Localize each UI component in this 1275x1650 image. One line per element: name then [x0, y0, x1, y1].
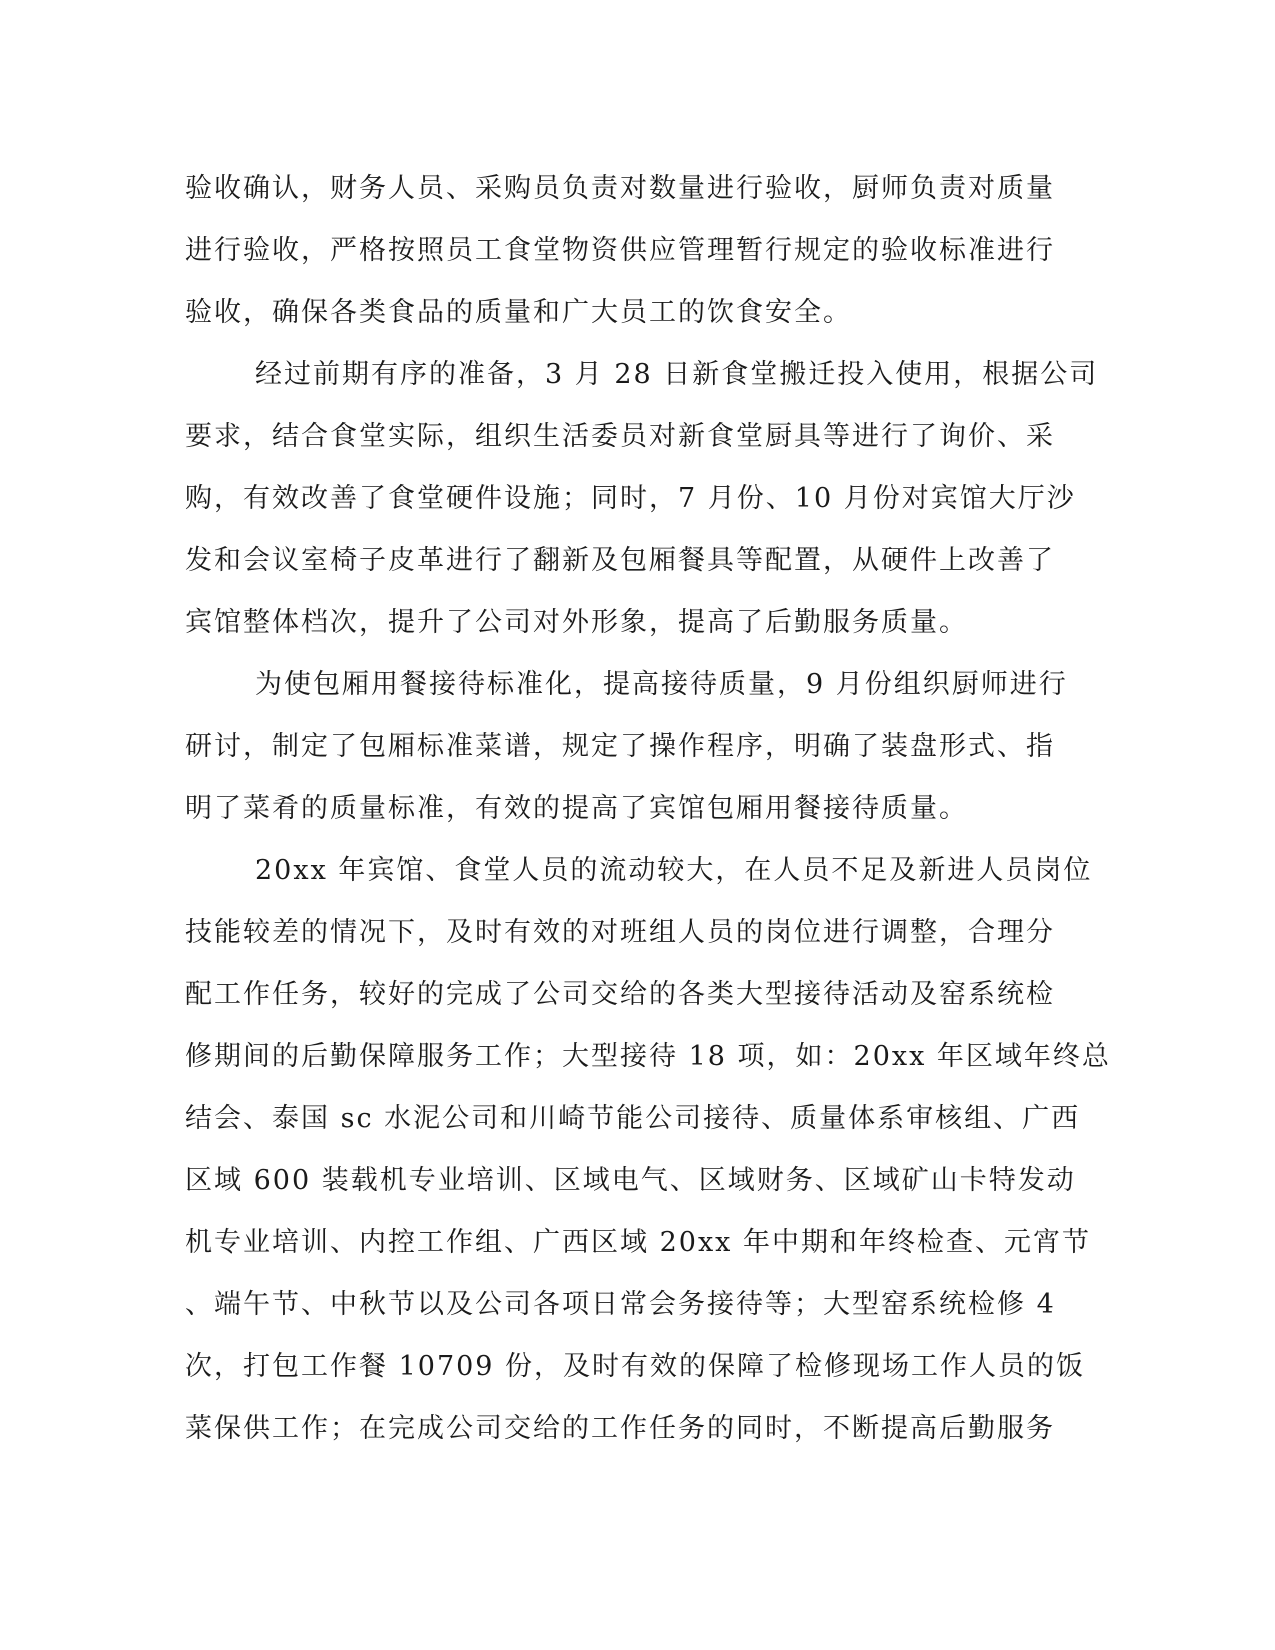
paragraph-start-line: 20xx 年宾馆、食堂人员的流动较大，在人员不足及新进人员岗位	[255, 855, 1093, 886]
text-line: 配工作任务，较好的完成了公司交给的各类大型接待活动及窑系统检	[185, 979, 1055, 1010]
text-line: 机专业培训、内控工作组、广西区域 20xx 年中期和年终检查、元宵节	[185, 1227, 1091, 1258]
body-text	[185, 158, 1111, 1460]
text-line: 修期间的后勤保障服务工作；大型接待 18 项，如：20xx 年区域年终总	[185, 1041, 1111, 1072]
text-line: 验收确认，财务人员、采购员负责对数量进行验收，厨师负责对质量	[185, 173, 1055, 204]
text-line: 菜保供工作；在完成公司交给的工作任务的同时，不断提高后勤服务	[185, 1413, 1055, 1444]
text-line: 进行验收，严格按照员工食堂物资供应管理暂行规定的验收标准进行	[185, 235, 1055, 266]
paragraph-start-line: 经过前期有序的准备，3 月 28 日新食堂搬迁投入使用，根据公司	[255, 359, 1099, 390]
text-line: 购，有效改善了食堂硬件设施；同时，7 月份、10 月份对宾馆大厅沙	[185, 483, 1076, 514]
text-line: 发和会议室椅子皮革进行了翻新及包厢餐具等配置，从硬件上改善了	[185, 545, 1055, 576]
paragraph-start-line: 为使包厢用餐接待标准化，提高接待质量，9 月份组织厨师进行	[255, 669, 1068, 700]
text-line: 验收，确保各类食品的质量和广大员工的饮食安全。	[185, 297, 852, 328]
text-line: 明了菜肴的质量标准，有效的提高了宾馆包厢用餐接待质量。	[185, 793, 968, 824]
text-line: 宾馆整体档次，提升了公司对外形象，提高了后勤服务质量。	[185, 607, 968, 638]
text-line: 结会、泰国 sc 水泥公司和川崎节能公司接待、质量体系审核组、广西	[185, 1103, 1081, 1134]
text-line: 次，打包工作餐 10709 份，及时有效的保障了检修现场工作人员的饭	[185, 1351, 1086, 1382]
text-line: 、端午节、中秋节以及公司各项日常会务接待等；大型窑系统检修 4	[185, 1289, 1056, 1320]
text-line: 研讨，制定了包厢标准菜谱，规定了操作程序，明确了装盘形式、指	[185, 731, 1055, 762]
text-line: 技能较差的情况下，及时有效的对班组人员的岗位进行调整，合理分	[185, 917, 1055, 948]
text-line: 区域 600 装载机专业培训、区域电气、区域财务、区域矿山卡特发动	[185, 1165, 1076, 1196]
text-line: 要求，结合食堂实际，组织生活委员对新食堂厨具等进行了询价、采	[185, 421, 1055, 452]
